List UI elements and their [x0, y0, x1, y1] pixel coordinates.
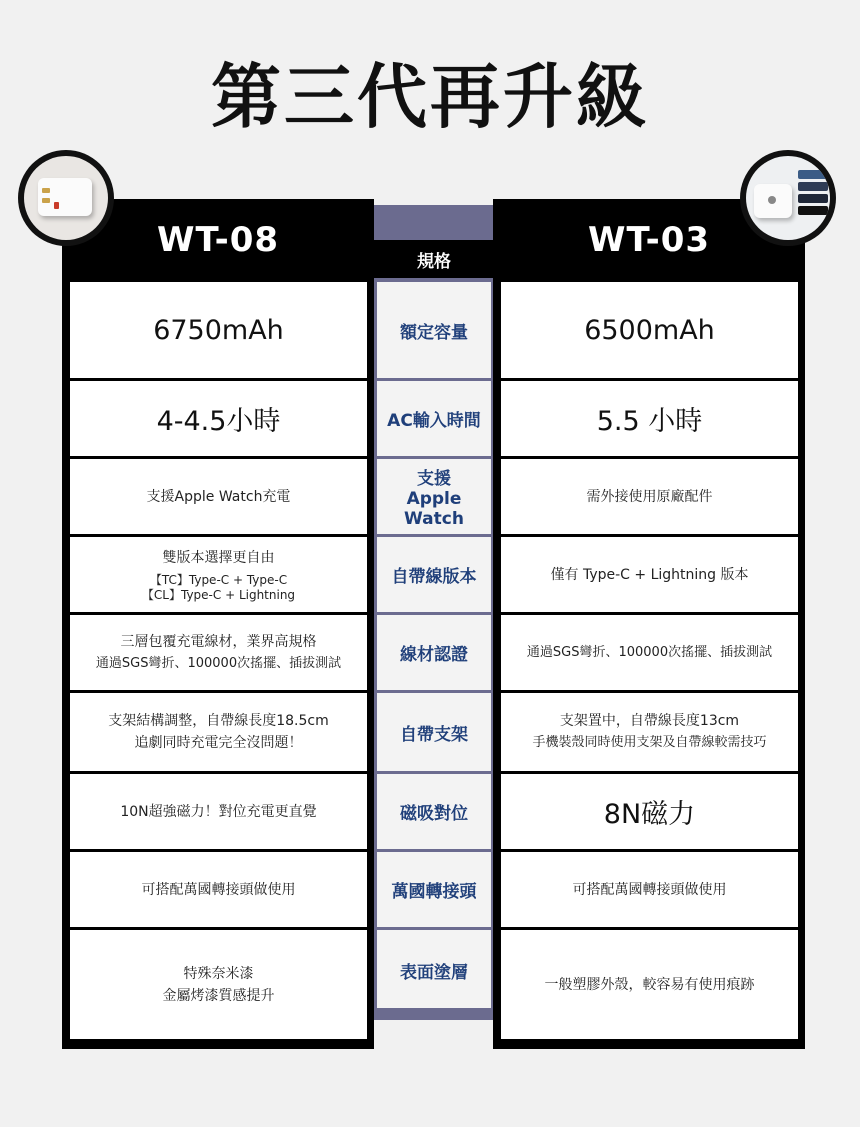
- wt08-stand-line-1: 支架結構調整，自帶線長度18.5cm: [108, 713, 329, 729]
- wt08-apple-watch-cell: [70, 459, 367, 534]
- spec-stand-label: 自帶支架: [400, 724, 468, 745]
- wt08-cable-version-cell: [70, 537, 367, 612]
- spec-cable-cert-label: 線材認證: [400, 645, 468, 665]
- wt08-cable-version-value: 雙版本選擇更自由: [162, 549, 275, 566]
- wt08-adapter-cell: [70, 852, 367, 927]
- spec-cable-cert: [377, 615, 491, 690]
- wt03-cable-cert-value: 通過SGS彎折、100000次搖擺、插拔測試: [526, 644, 773, 660]
- wt03-adapter-value: 可搭配萬國轉接頭做使用: [572, 881, 727, 898]
- wt08-cable-version-note-cl: 【CL】Type-C + Lightning: [141, 587, 296, 602]
- wt03-magnet-cell: [501, 774, 798, 849]
- spec-stand: [377, 693, 491, 771]
- wt03-capacity-value: 6500mAh: [584, 314, 715, 346]
- spec-adapter-label: 萬國轉接頭: [391, 882, 477, 902]
- wt08-cable-cert-line-2: 通過SGS彎折、100000次搖擺、插拔測試: [95, 655, 342, 671]
- wt08-stand-cell: [70, 693, 367, 771]
- wt08-cable-cert-line-1: 三層包覆充電線材，業界高規格: [120, 633, 317, 650]
- spec-apple-watch-label-2: Apple Watch: [404, 489, 464, 529]
- wt03-coating-cell: [501, 930, 798, 1039]
- spec-ac-time: [377, 381, 491, 456]
- wt08-ac-time-value: 4-4.5小時: [156, 406, 281, 437]
- wt08-ac-time-cell: [70, 381, 367, 456]
- spec-coating-label: 表面塗層: [400, 963, 468, 983]
- wt08-coating-cell: [70, 930, 367, 1039]
- wt08-adapter-value: 可搭配萬國轉接頭做使用: [141, 881, 296, 898]
- spec-magnet: [377, 774, 491, 849]
- wt03-apple-watch-value: 需外接使用原廠配件: [586, 488, 713, 505]
- wt03-ac-time-cell: [501, 381, 798, 456]
- wt03-cable-version-value: 僅有 Type-C + Lightning 版本: [550, 566, 749, 583]
- spec-capacity-label: 額定容量: [400, 322, 468, 343]
- spec-ac-time-label: AC輸入時間: [387, 411, 481, 431]
- wt08-capacity-value: 6750mAh: [153, 314, 284, 346]
- wt03-photo-icon: [740, 150, 836, 246]
- wt03-cable-cert-cell: [501, 615, 798, 690]
- wt03-coating-value: 一般塑膠外殼，較容易有使用痕跡: [544, 976, 755, 993]
- spec-adapter: [377, 852, 491, 927]
- page-title: 第三代再升級: [211, 56, 649, 138]
- wt03-adapter-cell: [501, 852, 798, 927]
- wt08-cable-version-note-tc: 【TC】Type-C + Type-C: [149, 572, 288, 587]
- wt08-capacity-cell: [70, 282, 367, 378]
- spec-magnet-label: 磁吸對位: [400, 804, 468, 824]
- wt08-magnet-cell: [70, 774, 367, 849]
- wt08-photo-icon: [18, 150, 114, 246]
- wt08-coating-line-2: 金屬烤漆質感提升: [162, 987, 275, 1004]
- wt03-apple-watch-cell: [501, 459, 798, 534]
- spec-cable-version-label: 自帶線版本: [391, 567, 477, 587]
- spec-apple-watch: [377, 459, 491, 534]
- wt03-ac-time-value: 5.5 小時: [596, 406, 703, 437]
- spec-cable-version: [377, 537, 491, 612]
- spec-coating: [377, 930, 491, 1008]
- wt08-apple-watch-value: 支援Apple Watch充電: [146, 488, 291, 505]
- wt08-cable-cert-cell: [70, 615, 367, 690]
- spec-column-header: 規格: [374, 240, 494, 278]
- wt08-coating-line-1: 特殊奈米漆: [183, 965, 254, 982]
- wt03-stand-line-1: 支架置中，自帶線長度13cm: [559, 713, 740, 729]
- spec-apple-watch-label-1: 支援: [417, 469, 451, 489]
- wt08-title: WT-08: [156, 220, 280, 260]
- wt03-cable-version-cell: [501, 537, 798, 612]
- wt03-title: WT-03: [587, 220, 711, 260]
- wt03-stand-cell: [501, 693, 798, 771]
- wt03-capacity-cell: [501, 282, 798, 378]
- wt03-stand-line-2: 手機裝殼同時使用支架及自帶線較需技巧: [532, 735, 767, 750]
- spec-capacity: [377, 282, 491, 378]
- wt08-stand-line-2: 追劇同時充電完全沒問題！: [134, 735, 303, 751]
- wt03-magnet-value: 8N磁力: [603, 799, 696, 830]
- wt08-magnet-value: 10N超強磁力！對位充電更直覺: [120, 803, 317, 820]
